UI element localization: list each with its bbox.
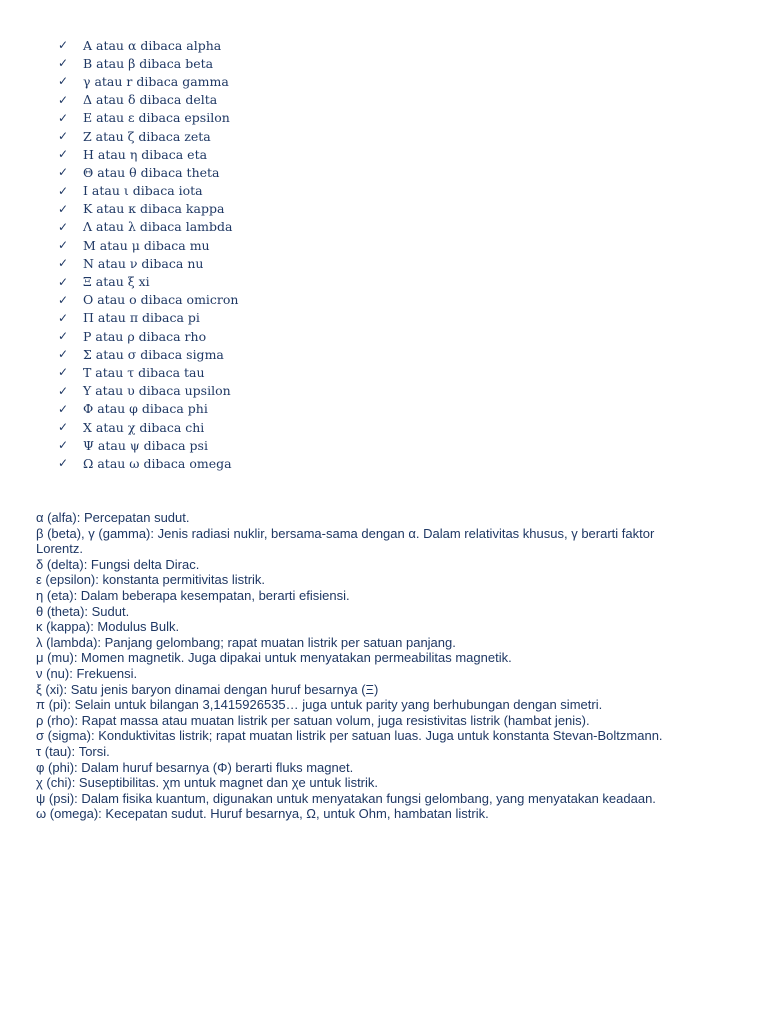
checklist-item — [58, 254, 238, 272]
checkmark-icon: ✓ — [58, 56, 69, 71]
checkmark-icon: ✓ — [58, 456, 69, 471]
checkmark-icon: ✓ — [58, 219, 69, 234]
checklist-item-label: Ξ atau ξ xi — [83, 274, 150, 290]
checklist-item — [58, 418, 238, 436]
checkmark-icon: ✓ — [58, 383, 69, 398]
checklist-item — [58, 454, 238, 472]
checklist-item-label: Θ atau θ dibaca theta — [83, 164, 220, 180]
checklist-item-label: Δ atau δ dibaca delta — [83, 92, 218, 108]
checkmark-icon: ✓ — [58, 438, 69, 453]
checklist-item — [58, 145, 238, 163]
checkmark-icon: ✓ — [58, 420, 69, 435]
checklist-item-label: H atau η dibaca eta — [83, 146, 208, 162]
checkmark-icon: ✓ — [58, 401, 69, 416]
checkmark-icon: ✓ — [58, 147, 69, 162]
checklist-item-label: γ atau r dibaca gamma — [83, 73, 229, 89]
definition-line: ψ (psi): Dalam fisika kuantum, digunakan untuk menyatakan fungsi gelombang, yang menyatakan keadaan. — [36, 790, 656, 806]
definition-line: ω (omega): Kecepatan sudut. Huruf besarnya, Ω, untuk Ohm, hambatan listrik. — [36, 806, 489, 822]
checklist-item-label: O atau o dibaca omicron — [83, 292, 239, 308]
checklist-item — [58, 109, 238, 127]
checklist-item — [58, 163, 238, 181]
checklist-item — [58, 182, 238, 200]
definition-line: β (beta), γ (gamma): Jenis radiasi nuklir, bersama-sama dengan α. Dalam relativitas khusus, γ berarti faktor — [36, 525, 655, 541]
checkmark-icon: ✓ — [58, 292, 69, 307]
checklist-item — [58, 436, 238, 454]
definition-line: χ (chi): Suseptibilitas. χm untuk magnet dan χe untuk listrik. — [36, 775, 379, 791]
checklist-item-label: Σ atau σ dibaca sigma — [83, 346, 224, 362]
checklist-item-label: Ψ atau ψ dibaca psi — [83, 437, 208, 453]
checklist-item — [58, 127, 238, 145]
definition-line: σ (sigma): Konduktivitas listrik; rapat muatan listrik per satuan luas. Juga untuk konstanta Stevan-Boltzmann. — [36, 728, 663, 744]
checkmark-icon: ✓ — [58, 347, 69, 362]
checklist-item-label: E atau ε dibaca epsilon — [83, 110, 230, 126]
checkmark-icon: ✓ — [58, 183, 69, 198]
checklist-item-label: N atau ν dibaca nu — [83, 255, 204, 271]
checklist-item — [58, 218, 238, 236]
checkmark-icon: ✓ — [58, 238, 69, 253]
checklist-item-label: Φ atau φ dibaca phi — [83, 401, 208, 417]
checklist-item-label: T atau τ dibaca tau — [83, 364, 205, 380]
checklist-item-label: Λ atau λ dibaca lambda — [83, 219, 233, 235]
checklist-item — [58, 309, 238, 327]
checklist-item-label: Π atau π dibaca pi — [83, 310, 200, 326]
checklist-item — [58, 272, 238, 290]
definition-line: λ (lambda): Panjang gelombang; rapat muatan listrik per satuan panjang. — [36, 634, 456, 650]
checklist-item-label: B atau β dibaca beta — [83, 55, 214, 71]
checkmark-icon: ✓ — [58, 110, 69, 125]
checklist-item — [58, 291, 238, 309]
checkmark-icon: ✓ — [58, 129, 69, 144]
checklist-item-label: P atau ρ dibaca rho — [83, 328, 207, 344]
definition-line: δ (delta): Fungsi delta Dirac. — [36, 556, 200, 572]
greek-symbol-definitions — [36, 510, 726, 822]
checklist-item — [58, 36, 238, 54]
checkmark-icon: ✓ — [58, 274, 69, 289]
checkmark-icon: ✓ — [58, 310, 69, 325]
greek-alphabet-checklist — [58, 36, 238, 473]
checklist-item-label: K atau κ dibaca kappa — [83, 201, 225, 217]
checklist-item-label: Y atau υ dibaca upsilon — [83, 383, 231, 399]
definition-line: Lorentz. — [36, 541, 83, 557]
checkmark-icon: ✓ — [58, 201, 69, 216]
checkmark-icon: ✓ — [58, 92, 69, 107]
checklist-item-label: Ω atau ω dibaca omega — [83, 455, 232, 471]
definition-line: θ (theta): Sudut. — [36, 603, 130, 619]
checklist-item-label: X atau χ dibaca chi — [83, 419, 205, 435]
checklist-item-label: I atau ι dibaca iota — [83, 183, 203, 199]
checkmark-icon: ✓ — [58, 329, 69, 344]
checklist-item — [58, 54, 238, 72]
definition-line: η (eta): Dalam beberapa kesempatan, berarti efisiensi. — [36, 587, 350, 603]
definition-line: κ (kappa): Modulus Bulk. — [36, 619, 180, 635]
definition-line: ε (epsilon): konstanta permitivitas listrik. — [36, 572, 266, 588]
checklist-item — [58, 400, 238, 418]
checklist-item — [58, 236, 238, 254]
checklist-item — [58, 382, 238, 400]
definition-line: φ (phi): Dalam huruf besarnya (Φ) berarti fluks magnet. — [36, 759, 354, 775]
checklist-item — [58, 345, 238, 363]
checkmark-icon: ✓ — [58, 256, 69, 271]
definition-line: α (alfa): Percepatan sudut. — [36, 510, 190, 525]
checklist-item — [58, 200, 238, 218]
checkmark-icon: ✓ — [58, 165, 69, 180]
checklist-item-label: Z atau ζ dibaca zeta — [83, 128, 211, 144]
checklist-item — [58, 327, 238, 345]
checklist-item — [58, 363, 238, 381]
checklist-item-label: A atau α dibaca alpha — [83, 37, 222, 53]
checklist-item — [58, 91, 238, 109]
definition-line: ξ (xi): Satu jenis baryon dinamai dengan huruf besarnya (Ξ) — [36, 681, 379, 697]
definition-line: π (pi): Selain untuk bilangan 3,1415926535… juga untuk parity yang berhubungan dengan simetri. — [36, 697, 603, 713]
definition-line: ρ (rho): Rapat massa atau muatan listrik per satuan volum, juga resistivitas listrik (hambat jenis). — [36, 712, 590, 728]
checklist-item-label: M atau μ dibaca mu — [83, 237, 210, 253]
checkmark-icon: ✓ — [58, 74, 69, 89]
definition-line: ν (nu): Frekuensi. — [36, 665, 138, 681]
definition-line: μ (mu): Momen magnetik. Juga dipakai untuk menyatakan permeabilitas magnetik. — [36, 650, 512, 666]
checkmark-icon: ✓ — [58, 38, 69, 53]
checkmark-icon: ✓ — [58, 365, 69, 380]
checklist-item — [58, 72, 238, 90]
definition-line: τ (tau): Torsi. — [36, 743, 110, 759]
